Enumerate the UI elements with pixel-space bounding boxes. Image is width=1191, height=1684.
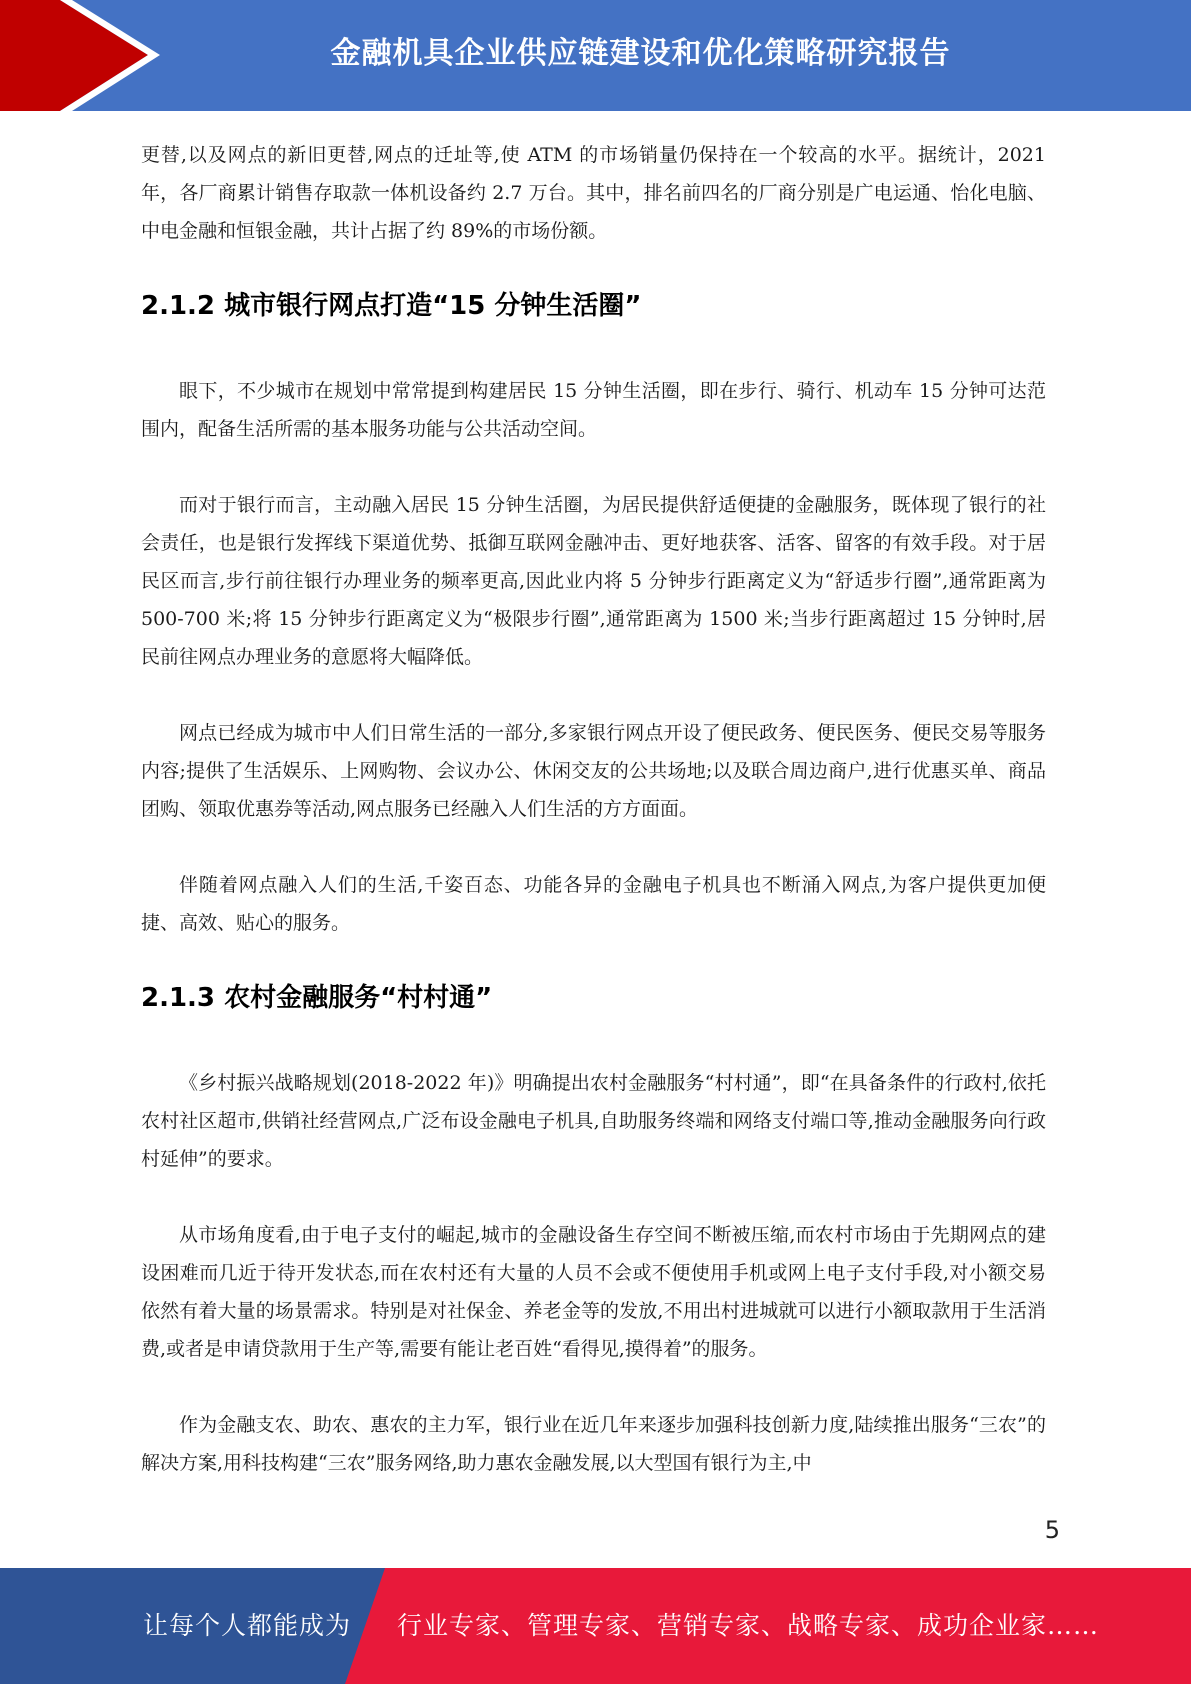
page-footer-banner	[0, 1568, 1191, 1684]
paragraph: 《乡村振兴战略规划(2018-2022 年)》明确提出农村金融服务“村村通”，即“在具备条件的行政村,依托农村社区超市,供销社经营网点,广泛布设金融电子机具,自助服务终端和网络支付端口等,推动金融服务向行政村延伸”的要求。	[141, 1072, 1046, 1170]
page-header-banner	[0, 0, 1191, 111]
footer-slogan-right: 行业专家、管理专家、营销专家、战略专家、成功企业家……	[397, 1611, 1100, 1640]
paragraph: 作为金融支农、助农、惠农的主力军，银行业在近几年来逐步加强科技创新力度,陆续推出服务“三农”的解决方案,用科技构建“三农”服务网络,助力惠农金融发展,以大型国有银行为主,中	[141, 1414, 1046, 1474]
section-heading-2-1-3: 2.1.3 农村金融服务“村村通”	[141, 983, 493, 1013]
section-heading-2-1-2: 2.1.2 城市银行网点打造“15 分钟生活圈”	[141, 291, 642, 321]
footer-slogan-left: 让每个人都能成为	[143, 1611, 352, 1640]
paragraph: 从市场角度看,由于电子支付的崛起,城市的金融设备生存空间不断被压缩,而农村市场由于先期网点的建设困难而几近于待开发状态,而在农村还有大量的人员不会或不便使用手机或网上电子支付手段,对小额交易依然有着大量的场景需求。特别是对社保金、养老金等的发放,不用出村进城就可以进行小额取款用于生活消费,或者是申请贷款用于生产等,需要有能让老百姓“看得见,摸得着”的服务。	[141, 1224, 1046, 1360]
paragraph: 伴随着网点融入人们的生活,千姿百态、功能各异的金融电子机具也不断涌入网点,为客户提供更加便捷、高效、贴心的服务。	[141, 874, 1046, 934]
paragraph: 而对于银行而言，主动融入居民 15 分钟生活圈，为居民提供舒适便捷的金融服务，既体现了银行的社会责任，也是银行发挥线下渠道优势、抵御互联网金融冲击、更好地获客、活客、留客的有效手段。对于居民区而言,步行前往银行办理业务的频率更高,因此业内将 5 分钟步行距离定义为“舒适步行圈”,通常距离为 500-700 米;将 15 分钟步行距离定义为“极限步行圈”,通常距离为 1500 米;当步行距离超过 15 分钟时,居民前往网点办理业务的意愿将大幅降低。	[141, 494, 1046, 668]
page-number: 5	[1044, 1516, 1060, 1544]
paragraph: 眼下，不少城市在规划中常常提到构建居民 15 分钟生活圈，即在步行、骑行、机动车 15 分钟可达范围内，配备生活所需的基本服务功能与公共活动空间。	[141, 380, 1046, 440]
document-body	[141, 136, 1046, 1482]
report-title: 金融机具企业供应链建设和优化策略研究报告	[330, 36, 951, 71]
paragraph: 网点已经成为城市中人们日常生活的一部分,多家银行网点开设了便民政务、便民医务、便民交易等服务内容;提供了生活娱乐、上网购物、会议办公、休闲交友的公共场地;以及联合周边商户,进行优惠买单、商品团购、领取优惠券等活动,网点服务已经融入人们生活的方方面面。	[141, 722, 1046, 820]
paragraph-intro: 更替,以及网点的新旧更替,网点的迁址等,使 ATM 的市场销量仍保持在一个较高的水平。据统计，2021 年，各厂商累计销售存取款一体机设备约 2.7 万台。其中，排名前四名的厂商分别是广电运通、怡化电脑、中电金融和恒银金融，共计占据了约 89%的市场份额。	[141, 144, 1046, 242]
